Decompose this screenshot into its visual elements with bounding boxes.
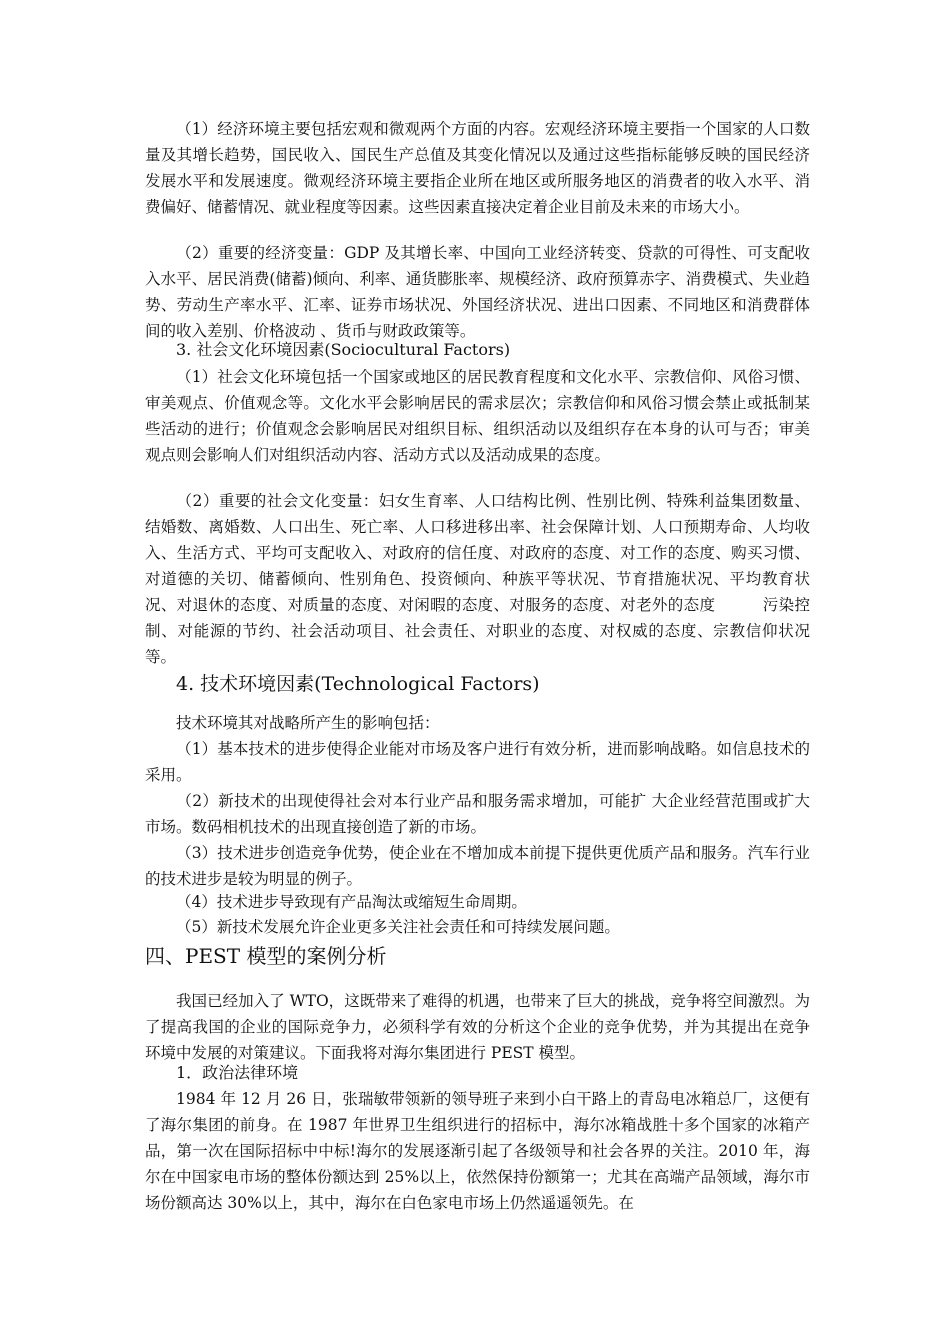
paragraph-economic-variables: （2）重要的经济变量：GDP 及其增长率、中国向工业经济转变、贷款的可得性、可支配收入水平、居民消费(储蓄)倾向、利率、通货膨胀率、规模经济、政府预算赤字、消费模式、失业趋势、劳动生产率水平、汇率、证券市场状况、外国经济状况、进出口因素、不同地区和消费群体间的收入差别、价格波动 、货币与财政政策等。 <box>145 244 810 340</box>
paragraph-technology-3: （3）技术进步创造竞争优势，使企业在不增加成本前提下提供更优质产品和服务。汽车行业的技术进步是较为明显的例子。 <box>145 844 810 888</box>
heading-technological-factors: 4. 技术环境因素(Technological Factors) <box>176 673 540 695</box>
paragraph-technology-5: （5）新技术发展允许企业更多关注社会责任和可持续发展问题。 <box>176 918 620 936</box>
paragraph-technology-4: （4）技术进步导致现有产品淘汰或缩短生命周期。 <box>176 893 527 911</box>
paragraph-technology-1: （1）基本技术的进步使得企业能对市场及客户进行有效分析，进而影响战略。如信息技术的采用。 <box>145 740 810 784</box>
paragraph-sociocultural-variables: （2）重要的社会文化变量：妇女生育率、人口结构比例、性别比例、特殊利益集团数量、 结婚数、离婚数、人口出生、死亡率、人口移进移出率、社会保障计划、人口预期寿命、人均收入、生活方式、平均可支配收入、对政府的信任度、对政府的态度、对工作的态度、购买习惯、对道德的关切、储蓄倾向、性别角色、投资倾向、种族平等状况、节育措施状况、平均教育状况、对退休的态度、对质量的态度、对闲暇的态度、对服务的态度、对老外的态度 污染控制、对能源的节约、社会活动项目、社会责任、对职业的态度、对权威的态度、宗教信仰状况等。 <box>145 492 810 666</box>
paragraph-case-intro: 我国已经加入了 WTO，这既带来了难得的机遇，也带来了巨大的挑战，竞争将空间激烈。为了提高我国的企业的国际竞争力，必须科学有效的分析这个企业的竞争优势，并为其提出在竞争环境中发展的对策建议。下面我将对海尔集团进行 PEST 模型。 <box>145 992 810 1062</box>
paragraph-economic-environment: （1）经济环境主要包括宏观和微观两个方面的内容。宏观经济环境主要指一个国家的人口数量及其增长趋势，国民收入、国民生产总值及其变化情况以及通过这些指标能够反映的国民经济发展水平和发展速度。微观经济环境主要指企业所在地区或所服务地区的消费者的收入水平、消费偏好、储蓄情况、就业程度等因素。这些因素直接决定着企业目前及未来的市场大小。 <box>145 120 810 216</box>
paragraph-haier-history: 1984 年 12 月 26 日，张瑞敏带领新的领导班子来到小白干路上的青岛电冰箱总厂，这便有了海尔集团的前身。在 1987 年世界卫生组织进行的招标中，海尔冰箱战胜十多个国家的冰箱产品，第一次在国际招标中中标!海尔的发展逐渐引起了各级领导和社会各界的关注。2010 年，海尔在中国家电市场的整体份额达到 25%以上，依然保持份额第一；尤其在高端产品领域，海尔市场份额高达 30%以上，其中，海尔在白色家电市场上仍然遥遥领先。在 <box>145 1090 810 1212</box>
heading-political-legal-environment: 1．政治法律环境 <box>176 1063 299 1082</box>
heading-pest-case-analysis: 四、PEST 模型的案例分析 <box>145 944 387 968</box>
paragraph-sociocultural-environment: （1）社会文化环境包括一个国家或地区的居民教育程度和文化水平、宗教信仰、风俗习惯、审美观点、价值观念等。文化水平会影响居民的需求层次；宗教信仰和风俗习惯会禁止或抵制某些活动的进行；价值观念会影响居民对组织目标、组织活动以及组织存在本身的认可与否；审美观点则会影响人们对组织活动内容、活动方式以及活动成果的态度。 <box>145 368 810 464</box>
paragraph-technology-2: （2）新技术的出现使得社会对本行业产品和服务需求增加，可能扩 大企业经营范围或扩大市场。数码相机技术的出现直接创造了新的市场。 <box>145 792 810 836</box>
heading-sociocultural-factors: 3. 社会文化环境因素(Sociocultural Factors) <box>176 340 511 359</box>
paragraph-technology-intro: 技术环境其对战略所产生的影响包括： <box>176 714 440 732</box>
